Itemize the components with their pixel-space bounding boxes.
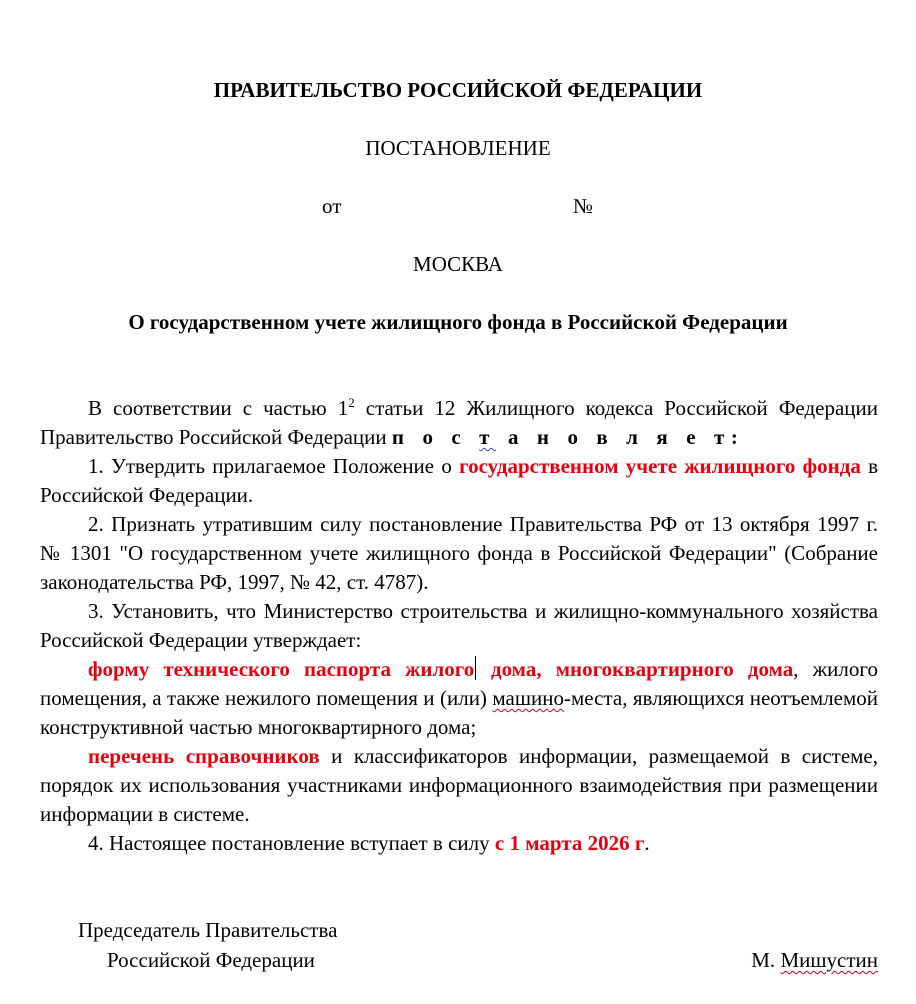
city: МОСКВА: [413, 252, 503, 276]
spellcheck-mark: Мишустин: [780, 948, 878, 972]
signatory-position: Председатель Правительства Российской Федерации: [78, 918, 338, 972]
item-4-paragraph: 4. Настоящее постановление вступает в силу с 1 марта 2026 г.: [88, 831, 650, 855]
number-label: №: [573, 194, 594, 218]
highlight-red-text: государственном учете жилищного фонда: [459, 454, 861, 478]
signatory-name: М. Мишустин: [751, 948, 878, 972]
highlight-red-text: дома, многоквартирного дома: [476, 657, 794, 681]
item-3-paragraph: 3. Установить, что Министерство строительства и жилищно-коммунального хозяйства Российской Федерации утверждает:: [40, 599, 878, 652]
government-heading: ПРАВИТЕЛЬСТВО РОССИЙСКОЙ ФЕДЕРАЦИИ: [213, 78, 703, 102]
preamble-text-1: В соответствии с частью 1: [88, 396, 349, 420]
item-1-paragraph: 1. Утвердить прилагаемое Положение о государственном учете жилищного фонда в Российской Федерации.: [40, 454, 878, 507]
preamble-text-2: статьи 12 Жилищного кодекса Российской Федерации Правительство Российской Федерации: [40, 396, 878, 449]
date-label: от: [322, 194, 342, 218]
highlight-red-text: с 1 марта 2026 г: [494, 831, 645, 855]
preamble-paragraph: [40, 394, 878, 452]
item-3b-paragraph: перечень справочников и классификаторов информации, размещаемой в системе, порядок их использования участниками информационного взаимодействия при размещении информации в системе.: [40, 744, 879, 826]
item-2-paragraph: 2. Признать утратившим силу постановление Правительства РФ от 13 октября 1997 г. № 1301 "О государственном учете жилищного фонда в Российской Федерации" (Собрание законодательства РФ, 1997, № 42, ст. 4787).: [40, 512, 878, 594]
document-type: ПОСТАНОВЛЕНИЕ: [365, 136, 551, 160]
spellcheck-mark: машино: [492, 686, 564, 710]
grammar-mark: т: [479, 425, 497, 449]
item-3a-paragraph: форму технического паспорта жилого дома, многоквартирного дома, жилого помещения, а также нежилого помещения и (или) машино-места, являющихся неотъемлемой конструктивной частью многоквартирного дома;: [40, 657, 878, 739]
document-title: О государственном учете жилищного фонда в Российской Федерации: [128, 310, 788, 334]
highlight-red-text: форму технического паспорта жилого: [88, 657, 475, 681]
postanovlyaet-word: п о с т а н о в л я е т:: [391, 425, 745, 449]
highlight-red-text: перечень справочников: [88, 744, 320, 768]
preamble-superscript: 2: [348, 395, 355, 410]
